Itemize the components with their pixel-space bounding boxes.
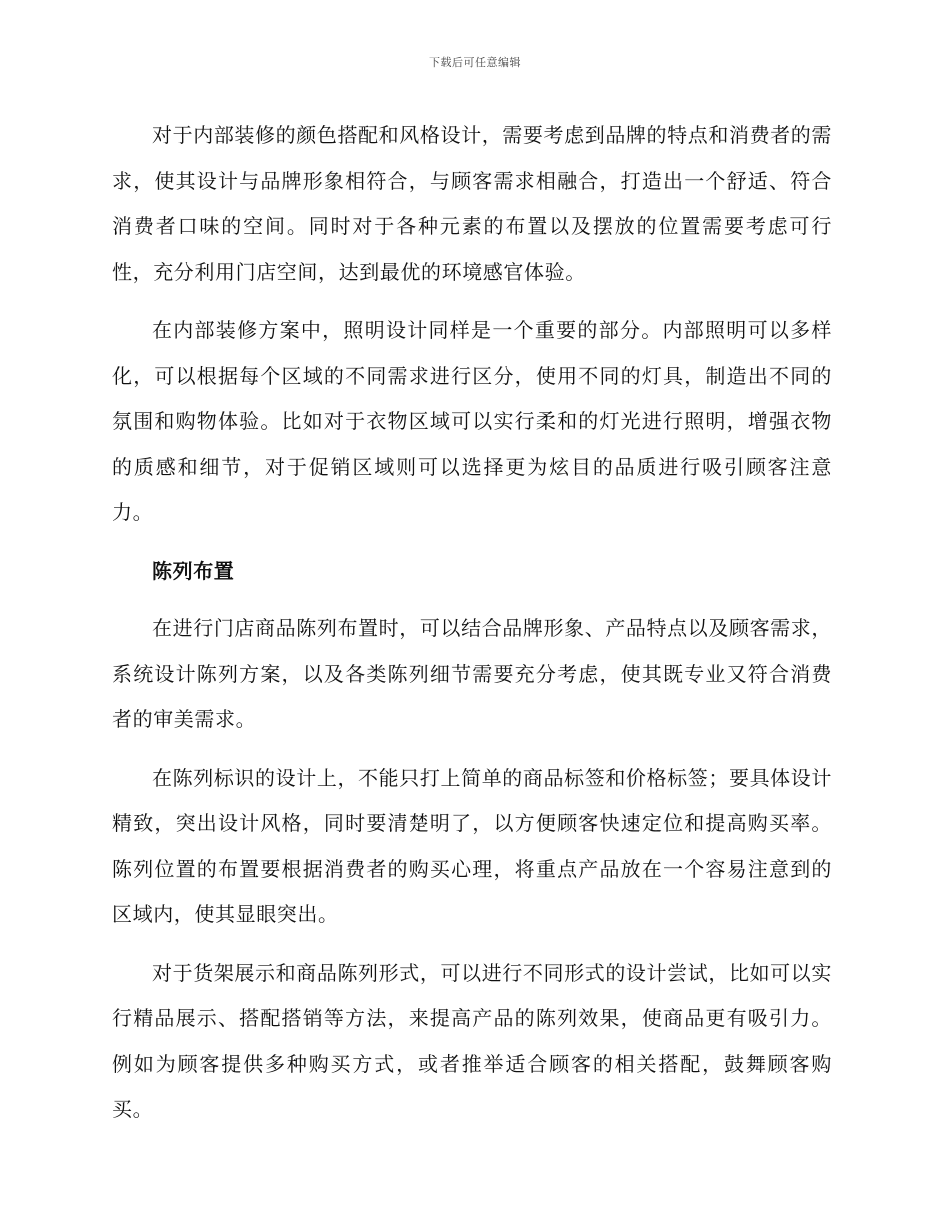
paragraph-interior-color-style: 对于内部装修的颜色搭配和风格设计，需要考虑到品牌的特点和消费者的需求，使其设计与品牌形象相符合，与顾客需求相融合，打造出一个舒适、符合消费者口味的空间。同时对于各种元素的布置以及摆放的位置需要考虑可行性，充分利用门店空间，达到最优的环境感官体验。 — [112, 123, 832, 284]
paragraph-shelf-presentation: 对于货架展示和商品陈列形式，可以进行不同形式的设计尝试，比如可以实行精品展示、搭配搭销等方法，来提高产品的陈列效果，使商品更有吸引力。例如为顾客提供多种购买方式，或者推举适合顾客的相关搭配，鼓舞顾客购买。 — [112, 960, 832, 1121]
page-header: 下载后可任意编辑 — [429, 56, 521, 69]
paragraph-display-signage: 在陈列标识的设计上，不能只打上简单的商品标签和价格标签；要具体设计精致，突出设计风格，同时要清楚明了，以方便顾客快速定位和提高购买率。陈列位置的布置要根据消费者的购买心理，将重点产品放在一个容易注意到的区域内，使其显眼突出。 — [112, 765, 832, 926]
paragraph-display-planning: 在进行门店商品陈列布置时，可以结合品牌形象、产品特点以及顾客需求，系统设计陈列方案，以及各类陈列细节需要充分考虑，使其既专业又符合消费者的审美需求。 — [112, 616, 832, 731]
section-heading-display-layout: 陈列布置 — [152, 558, 235, 583]
paragraph-lighting-design: 在内部装修方案中，照明设计同样是一个重要的部分。内部照明可以多样化，可以根据每个区域的不同需求进行区分，使用不同的灯具，制造出不同的氛围和购物体验。比如对于衣物区域可以实行柔和的灯光进行照明，增强衣物的质感和细节，对于促销区域则可以选择更为炫目的品质进行吸引顾客注意力。 — [112, 318, 832, 524]
document-body — [112, 113, 832, 1146]
